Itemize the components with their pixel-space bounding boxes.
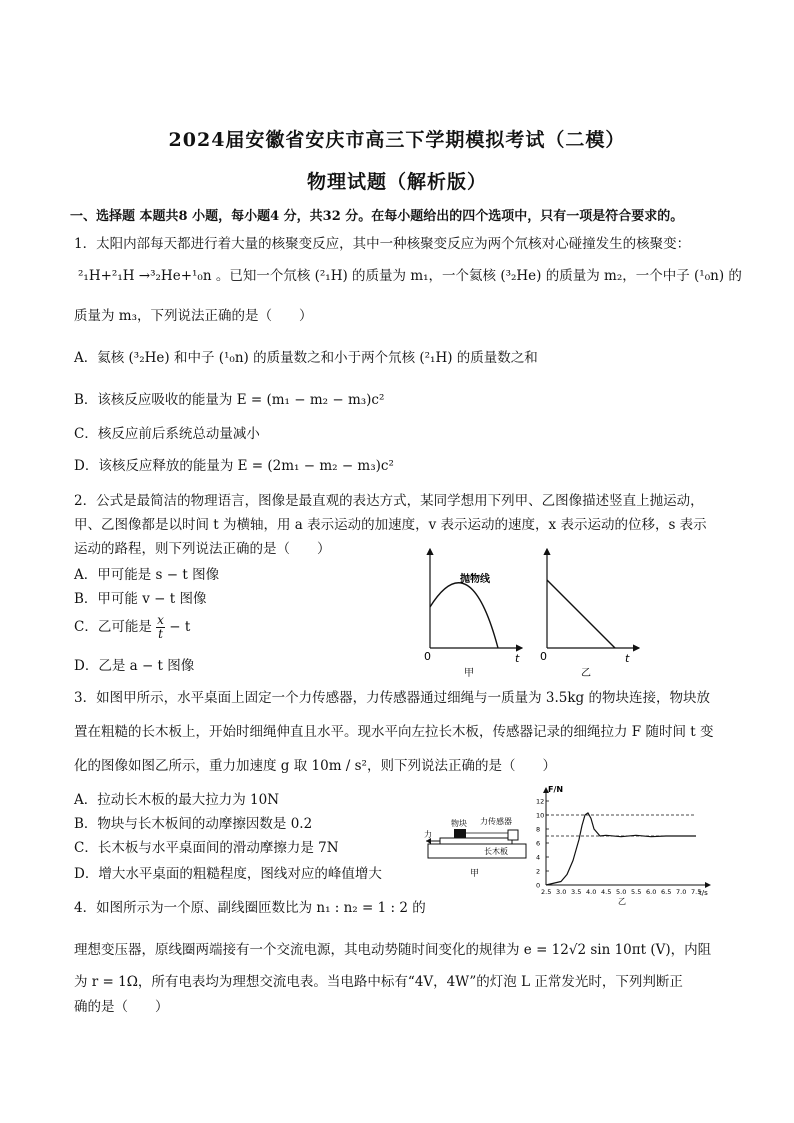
q2-stem-line1: 2．公式是最简洁的物理语言，图像是最直观的表达方式，某同学想用下列甲、乙图像描述竖直上抛运动， [74,493,704,509]
x-tick-label: 2.5 [541,888,552,896]
q3-stem-line2: 置在粗糙的长木板上，开始时细绳伸直且水平。现水平向左拉长木板，传感器记录的细绳拉力 F 随时间 t 变 [74,724,714,740]
x-tick-label: 5.5 [631,888,642,896]
q2-option-a: A．甲可能是 s − t 图像 [74,567,220,583]
q3-stem-line1: 3．如图甲所示，水平桌面上固定一个力传感器，力传感器通过细绳与一质量为 3.5kg 的物块连接，物块放 [74,690,710,706]
line-graph [547,580,615,648]
q2-figure-jia [418,545,528,680]
x-tick-label: 7.0 [676,888,687,896]
block-label: 物块 [451,819,467,828]
board-label: 长木板 [484,847,508,856]
q1-option-d: D．该核反应释放的能量为 E = (2m₁ − m₂ − m₃)c² [74,458,394,474]
q1-option-c: C．核反应前后系统总动量减小 [74,426,260,442]
x-axis-label: t/s [699,889,708,897]
q2-figure-yi [535,545,645,680]
q1-stem-line2: ²₁H+²₁H →³₂He+¹₀n 。已知一个氘核 (²₁H) 的质量为 m₁，一个氦核 (³₂He) 的质量为 m₂，一个中子 (¹₀n) 的 [78,268,742,284]
x-tick-label: 4.0 [586,888,597,896]
figure-caption: 甲 [470,869,480,879]
force-label: 力 [424,830,432,839]
q3-option-c: C．长木板与水平桌面间的滑动摩擦力是 7N [74,840,339,856]
x-tick-label: 7.5 [691,888,702,896]
t-axis-label: t [625,652,630,665]
t-axis-label: t [515,652,520,665]
y-tick-label: 12 [536,797,545,806]
q2-option-c: C．乙可能是 $\frac{x}{t}$ − t [74,613,191,641]
page-subtitle: 物理试题（解析版） [306,171,487,193]
x-tick-label: 6.5 [661,888,672,896]
q2-stem-line2: 甲、乙图像都是以时间 t 为横轴，用 a 表示运动的加速度，v 表示运动的速度，x 表示运动的位移，s 表示 [74,517,707,533]
x-tick-label: 3.5 [571,888,582,896]
q1-option-a: A．氦核 (³₂He) 和中子 (¹₀n) 的质量数之和小于两个氘核 (²₁H) 的质量数之和 [74,350,538,366]
q3-stem-line3: 化的图像如图乙所示，重力加速度 g 取 10m / s²，则下列说法正确的是（ ） [74,758,556,774]
q2-option-b: B．甲可能 v − t 图像 [74,591,207,607]
q4-stem-line3: 为 r = 1Ω，所有电表均为理想交流电表。当电路中标有“4V，4W”的灯泡 L 正常发光时，下列判断正 [74,974,683,990]
y-tick-label: 10 [536,811,545,820]
q1-option-b: B．该核反应吸收的能量为 E = (m₁ − m₂ − m₃)c² [74,392,385,408]
q4-stem-line2: 理想变压器，原线圈两端接有一个交流电源，其电动势随时间变化的规律为 e = 12√2 sin 10πt (V)，内阻 [74,942,712,958]
x-tick-label: 3.0 [556,888,567,896]
parabola-curve [430,583,498,648]
q3-option-d: D．增大水平桌面的粗糙程度，图线对应的峰值增大 [74,866,382,882]
force-sensor [508,830,518,840]
y-tick-label: 8 [536,825,541,834]
fraction-x-over-t: $\frac{x}{t}$ [157,613,164,641]
parabola-label: 抛物线 [460,574,490,585]
section-heading: 一、选择题 本题共8 小题，每小题4 分，共32 分。在每小题给出的四个选项中，只有一项是符合要求的。 [70,209,684,224]
y-axis-label: F/N [548,785,564,794]
x-tick-label: 4.5 [601,888,612,896]
q3-figure-ft-chart [534,782,714,906]
origin-label: 0 [540,650,547,663]
table-surface [428,844,526,858]
long-board [440,838,512,844]
q3-option-b: B．物块与长木板间的动摩擦因数是 0.2 [74,816,313,832]
sensor-label: 力传感器 [480,817,512,826]
x-tick-label: 6.0 [646,888,657,896]
q1-stem-line3: 质量为 m₃，下列说法正确的是（ ） [74,308,313,324]
q1-stem-line1: 1．太阳内部每天都进行着大量的核聚变反应，其中一种核聚变反应为两个氘核对心碰撞发生的核聚变： [74,236,691,252]
x-tick-label: 5.0 [616,888,627,896]
q2-stem-line3: 运动的路程，则下列说法正确的是（ ） [74,541,331,557]
origin-label: 0 [424,650,431,663]
force-time-curve [546,813,696,885]
figure-caption: 乙 [581,668,591,679]
y-tick-label: 6 [536,839,541,848]
block [454,829,466,838]
figure-caption: 甲 [464,668,474,679]
page-title: 2024届安徽省安庆市高三下学期模拟考试（二模） [168,129,626,151]
q4-stem-line1: 4．如图所示为一个原、副线圈匝数比为 n₁ : n₂ = 1 : 2 的 [74,900,426,916]
q2-option-d: D．乙是 a − t 图像 [74,658,195,674]
y-tick-label: 2 [536,867,541,876]
q4-stem-line4: 确的是（ ） [74,999,169,1015]
q3-option-a: A．拉动长木板的最大拉力为 10N [74,792,280,808]
y-tick-label: 0 [536,881,541,890]
y-tick-label: 4 [536,853,541,862]
figure-caption: 乙 [618,897,626,906]
q3-figure-apparatus [420,812,528,882]
